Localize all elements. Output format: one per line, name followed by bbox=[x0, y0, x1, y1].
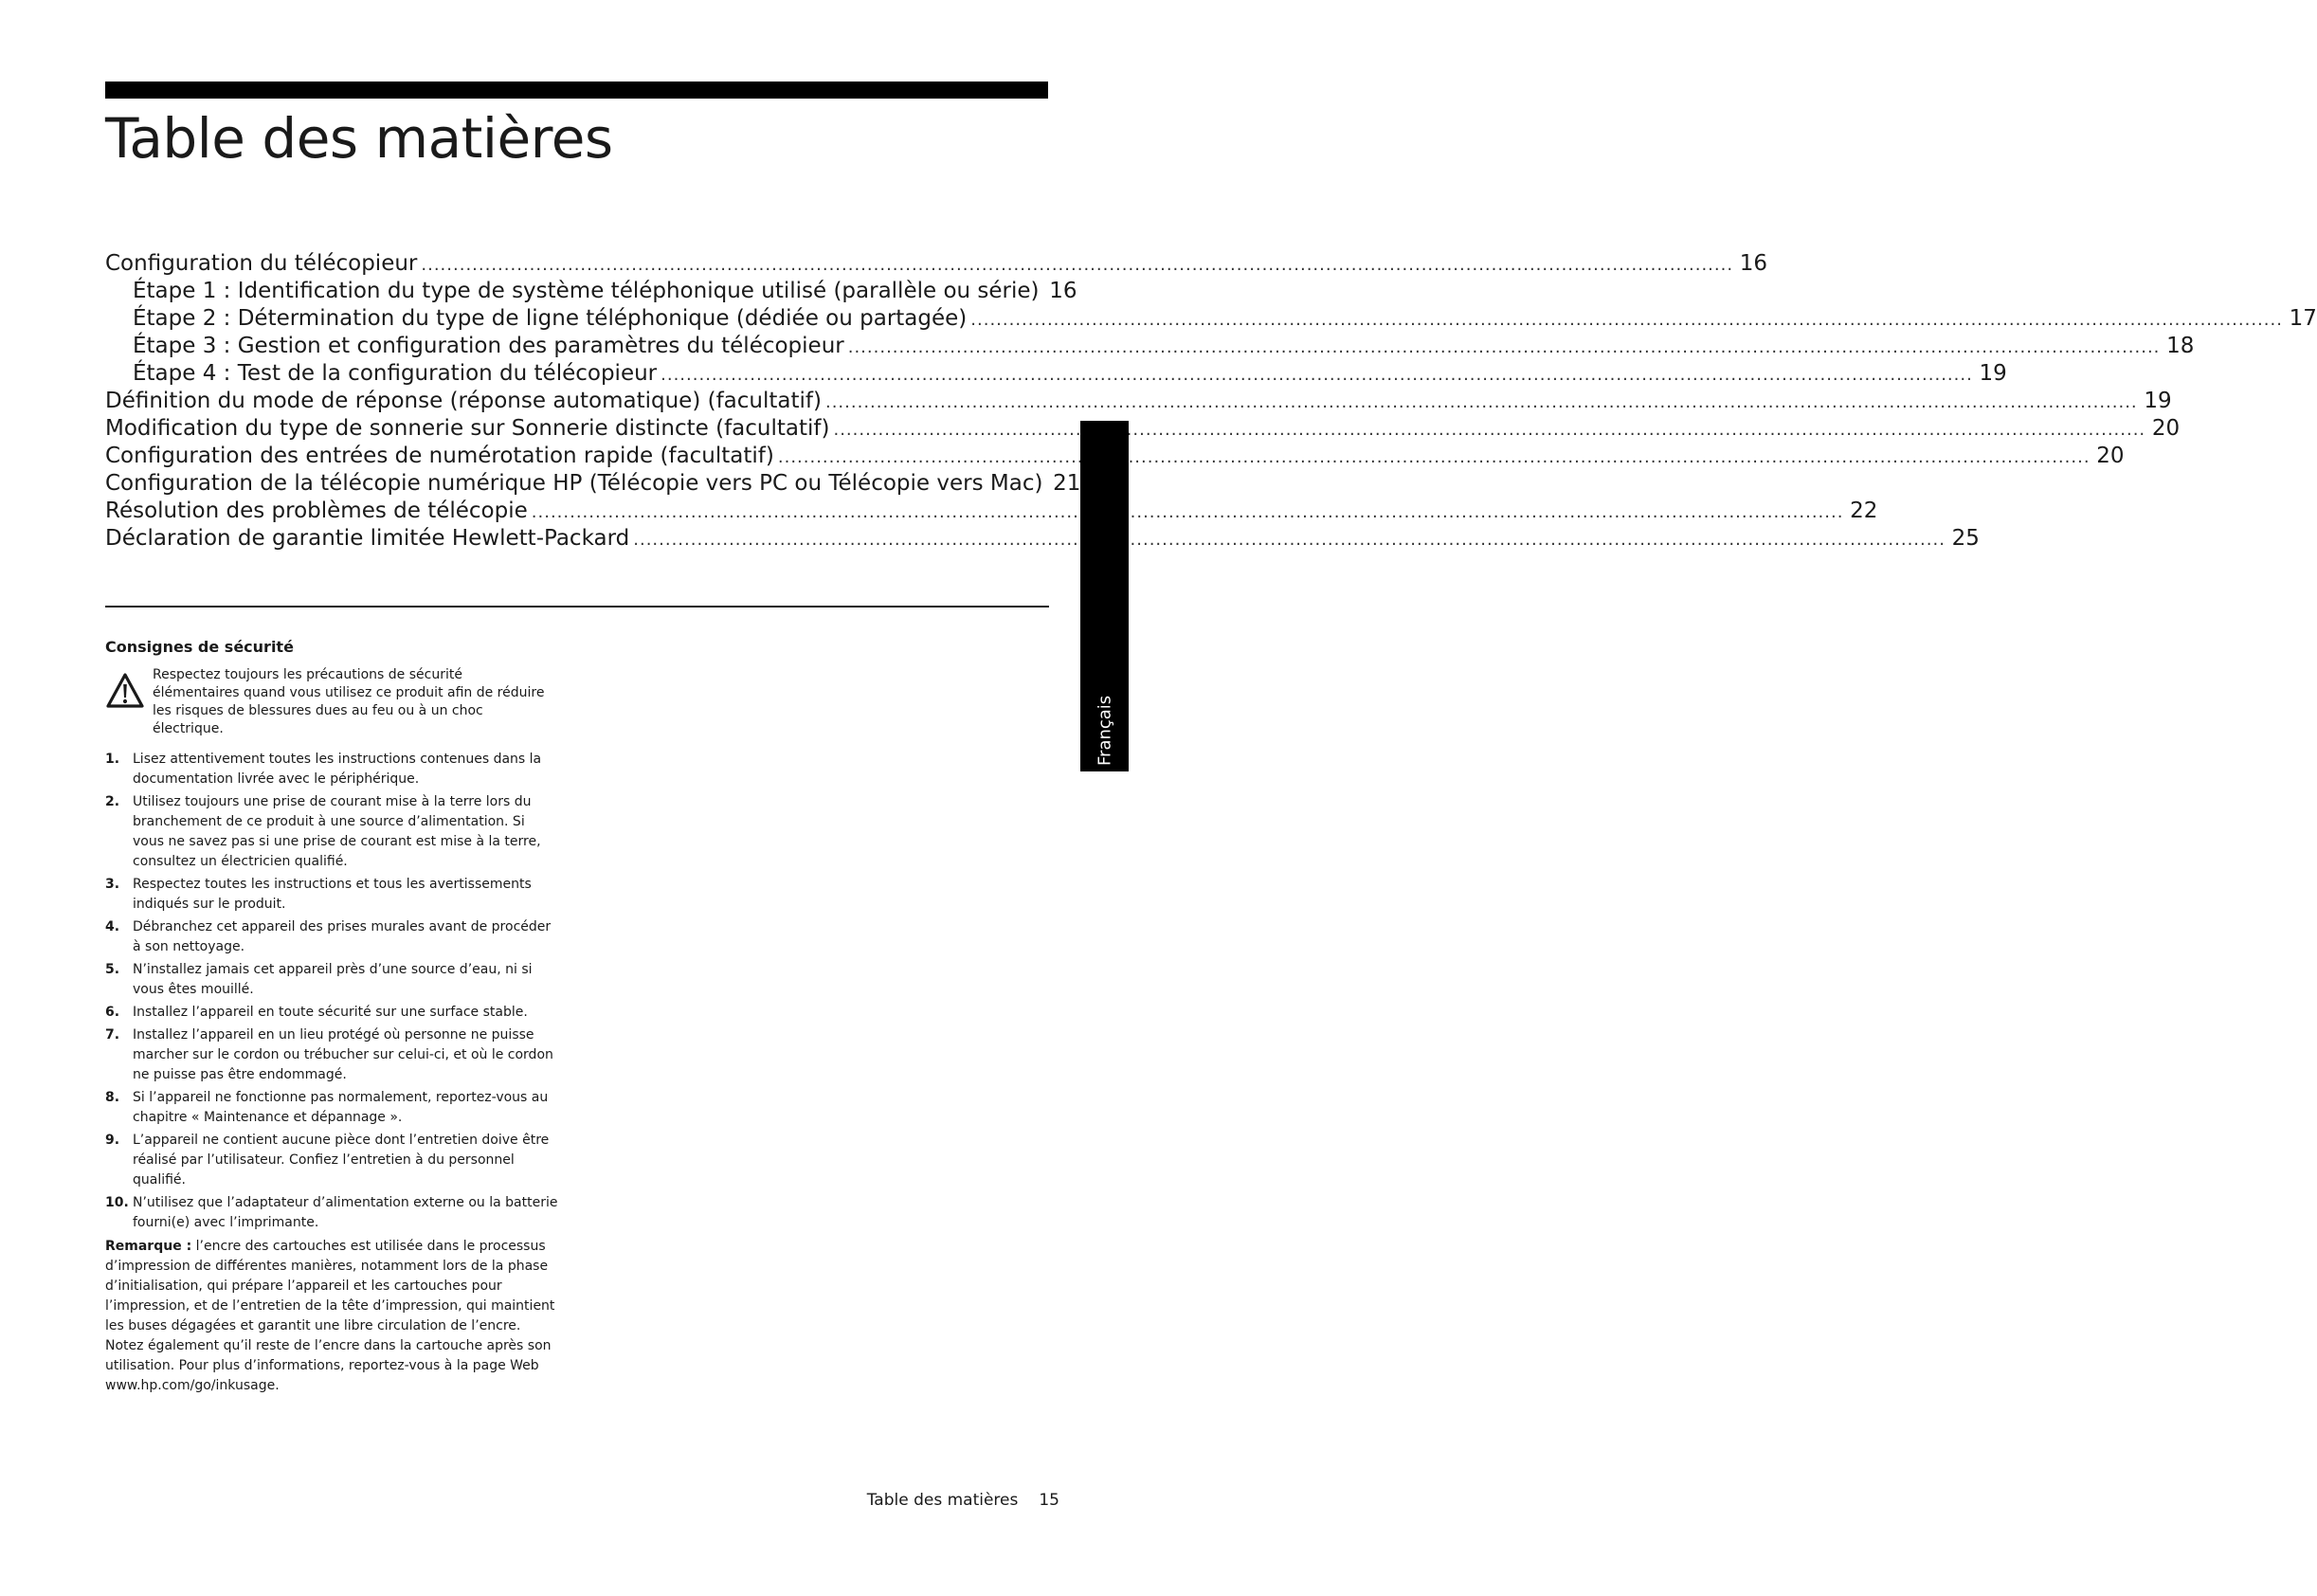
list-item bbox=[105, 917, 560, 957]
toc-entry-page: 19 bbox=[2144, 389, 2172, 413]
list-item bbox=[105, 750, 560, 789]
toc-entry[interactable] bbox=[105, 388, 2172, 415]
list-item-text: Si l’appareil ne fonctionne pas normalement, reportez-vous au chapitre « Maintenance et dépannage ». bbox=[133, 1090, 549, 1125]
toc-entry-title: Étape 3 : Gestion et configuration des paramètres du télécopieur bbox=[133, 334, 844, 358]
list-item-number: 7. bbox=[105, 1027, 120, 1043]
list-item-number: 4. bbox=[105, 919, 120, 934]
section-divider bbox=[105, 606, 1049, 608]
title-bar-decoration bbox=[105, 82, 1048, 99]
toc-entry[interactable] bbox=[105, 498, 1878, 525]
safety-heading: Consignes de sécurité bbox=[105, 638, 294, 656]
page-title: Table des matières bbox=[105, 106, 613, 171]
safety-rules-list bbox=[105, 750, 560, 1233]
toc-leader bbox=[833, 416, 2145, 444]
toc-entry-title: Étape 2 : Détermination du type de ligne téléphonique (dédiée ou partagée) bbox=[133, 306, 968, 331]
list-item bbox=[105, 875, 560, 915]
list-item-text: Débranchez cet appareil des prises murales avant de procéder à son nettoyage. bbox=[133, 919, 552, 954]
toc-leader bbox=[661, 361, 1973, 389]
toc-leader bbox=[778, 444, 2091, 471]
list-item bbox=[105, 1003, 560, 1023]
toc-entry-page: 20 bbox=[2096, 444, 2125, 468]
toc-leader bbox=[421, 251, 1733, 279]
toc-entry-title: Étape 4 : Test de la configuration du télécopieur bbox=[133, 361, 658, 386]
toc-entry[interactable] bbox=[105, 305, 2317, 333]
toc-entry-page: 22 bbox=[1850, 499, 1878, 523]
toc-entry-title: Configuration du télécopieur bbox=[105, 251, 418, 276]
toc-entry[interactable] bbox=[105, 415, 2181, 443]
toc-entry-title: Résolution des problèmes de télécopie bbox=[105, 499, 528, 523]
toc-entry-title: Déclaration de garantie limitée Hewlett-Packard bbox=[105, 526, 630, 551]
note-text: l’encre des cartouches est utilisée dans le processus d’impression de différentes manières, notamment lors de la phase d’initialisation, qui prépare l’appareil et les cartouches pour l’impression, et de l’entretien de la tête d’impression, qui maintient les buses dégagées et garantit une libre circulation de l’encre. Notez également qu’il reste de l’encre dans la cartouche après son utilisation. Pour plus d’informations, reportez-vous à la page Web www.hp.com/go/inkusage. bbox=[105, 1239, 555, 1393]
list-item-text: Installez l’appareil en un lieu protégé où personne ne puisse marcher sur le cordon ou trébucher sur celui-ci, et où le cordon ne puisse pas être endommagé. bbox=[133, 1027, 553, 1082]
footer-label: Table des matières bbox=[866, 1491, 1019, 1510]
page-footer bbox=[867, 1491, 1059, 1510]
list-item-text: Installez l’appareil en toute sécurité sur une surface stable. bbox=[133, 1005, 528, 1020]
note-label: Remarque : bbox=[105, 1239, 192, 1254]
list-item bbox=[105, 792, 560, 872]
toc-entry-title: Configuration de la télécopie numérique HP (Télécopie vers PC ou Télécopie vers Mac) bbox=[105, 471, 1043, 496]
toc-entry[interactable] bbox=[105, 443, 2125, 470]
safety-section bbox=[105, 637, 560, 1409]
list-item-number: 6. bbox=[105, 1005, 120, 1020]
toc-entry[interactable] bbox=[105, 525, 1980, 553]
list-item-text: N’installez jamais cet appareil près d’une source d’eau, ni si vous êtes mouillé. bbox=[133, 962, 533, 997]
list-item bbox=[105, 1025, 560, 1085]
list-item bbox=[105, 1193, 560, 1233]
list-item-number: 9. bbox=[105, 1133, 120, 1148]
list-item-text: Utilisez toujours une prise de courant mise à la terre lors du branchement de ce produit à une source d’alimentation. Si vous ne savez pas si une prise de courant est mise à la terre, consultez un électricien qualifié. bbox=[133, 794, 541, 869]
toc-entry-page: 19 bbox=[1979, 361, 2007, 386]
list-item bbox=[105, 1088, 560, 1128]
list-item-number: 10. bbox=[105, 1195, 129, 1210]
toc-entry-title: Configuration des entrées de numérotation rapide (facultatif) bbox=[105, 444, 774, 468]
toc-entry[interactable] bbox=[105, 250, 1768, 278]
list-item bbox=[105, 1131, 560, 1190]
toc-entry[interactable] bbox=[105, 360, 2007, 388]
toc-entry-page: 16 bbox=[1049, 279, 1077, 303]
list-item-text: N’utilisez que l’adaptateur d’alimentation externe ou la batterie fourni(e) avec l’imprimante. bbox=[133, 1195, 558, 1230]
list-item-number: 2. bbox=[105, 794, 120, 809]
list-item-number: 1. bbox=[105, 752, 120, 767]
list-item bbox=[105, 960, 560, 1000]
toc-entry[interactable] bbox=[105, 278, 1077, 305]
toc-leader bbox=[970, 306, 2283, 334]
warning-text: Respectez toujours les précautions de sécurité élémentaires quand vous utilisez ce produit afin de réduire les risques de blessures dues au feu ou à un choc électrique. bbox=[153, 667, 545, 736]
toc-entry[interactable] bbox=[105, 333, 2195, 360]
list-item-text: Lisez attentivement toutes les instructions contenues dans la documentation livrée avec le périphérique. bbox=[133, 752, 542, 787]
toc-entry-page: 17 bbox=[2289, 306, 2317, 331]
toc-entry-title: Étape 1 : Identification du type de système téléphonique utilisé (parallèle ou série) bbox=[133, 279, 1040, 303]
toc-leader bbox=[848, 334, 2161, 361]
footer-page-number: 15 bbox=[1039, 1491, 1059, 1510]
toc-leader bbox=[633, 526, 1946, 553]
toc-entry-page: 20 bbox=[2151, 416, 2181, 441]
list-item-text: Respectez toutes les instructions et tous les avertissements indiqués sur le produit. bbox=[133, 877, 532, 912]
list-item-number: 8. bbox=[105, 1090, 120, 1105]
warning-triangle-icon bbox=[105, 672, 145, 710]
toc-leader bbox=[825, 389, 2138, 416]
list-item-text: L’appareil ne contient aucune pièce dont l’entretien doive être réalisé par l’utilisateur. Confiez l’entretien à du personnel qualifié. bbox=[133, 1133, 550, 1188]
list-item-number: 5. bbox=[105, 962, 120, 977]
toc-entry-page: 25 bbox=[1951, 526, 1980, 551]
toc-entry-page: 16 bbox=[1739, 251, 1768, 276]
toc-leader bbox=[532, 499, 1844, 526]
toc-entry[interactable] bbox=[105, 470, 1081, 498]
warning-block bbox=[105, 666, 560, 738]
list-item-number: 3. bbox=[105, 877, 120, 892]
toc-entry-title: Modification du type de sonnerie sur Sonnerie distincte (facultatif) bbox=[105, 416, 830, 441]
note-paragraph bbox=[105, 1237, 560, 1396]
toc-entry-title: Définition du mode de réponse (réponse automatique) (facultatif) bbox=[105, 389, 822, 413]
toc-entry-page: 21 bbox=[1053, 471, 1081, 496]
toc-entry-page: 18 bbox=[2166, 334, 2195, 358]
language-tab-label: Français bbox=[1095, 695, 1115, 766]
table-of-contents bbox=[105, 250, 2317, 553]
